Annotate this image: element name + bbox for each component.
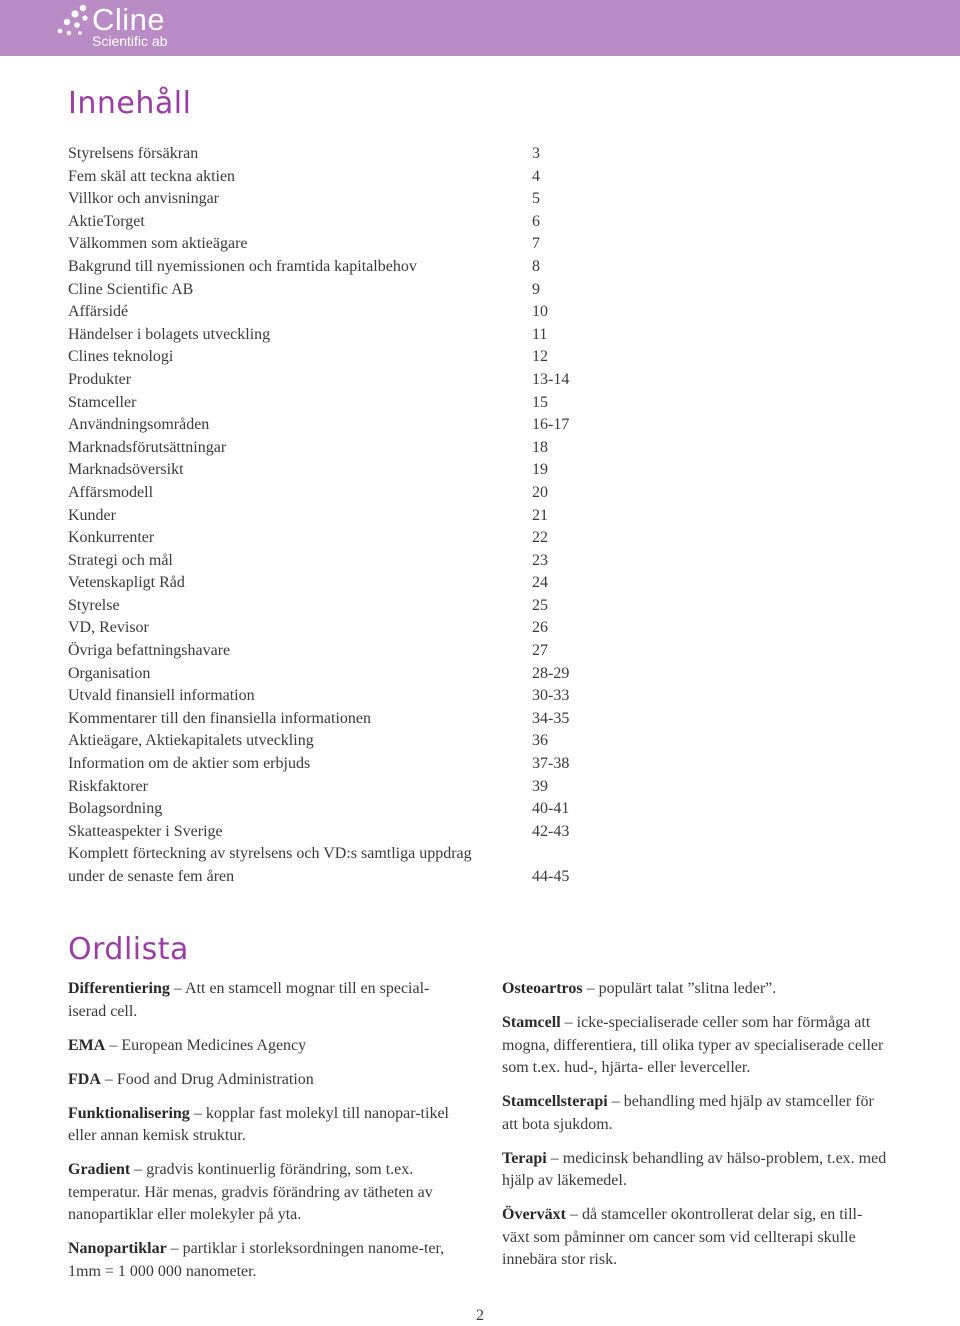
glossary-entry: [68, 1103, 456, 1148]
glossary-left-column: [68, 978, 456, 1295]
toc-title: Information om de aktier som erbjuds: [68, 755, 311, 773]
toc-page-number: 8: [532, 257, 540, 275]
toc-page-number: 39: [532, 777, 548, 795]
toc-page-number: 22: [532, 529, 548, 547]
brand-logo: [56, 2, 196, 54]
toc-page-number: 30-33: [532, 687, 570, 705]
toc-title: Organisation: [68, 664, 151, 682]
toc-row: [68, 640, 588, 663]
glossary-term: Funktionalisering: [68, 1104, 190, 1122]
toc-title: Marknadsförutsättningar: [68, 438, 227, 456]
glossary-definition: – gradvis kontinuerlig förändring, som t.ex. temperatur. Här menas, gradvis förändring av tätheten av nanopartiklar eller molekyler på yta.: [68, 1161, 433, 1223]
glossary-entry: [68, 1035, 456, 1058]
toc-row: [68, 798, 588, 821]
toc-page-number: 28-29: [532, 664, 570, 682]
toc-page-number: 11: [532, 325, 548, 343]
toc-title: Vetenskapligt Råd: [68, 574, 185, 592]
toc-title: Skatteaspekter i Sverige: [68, 822, 223, 840]
toc-title: Komplett förteckning av styrelsens och VD:s samtliga uppdrag under de senaste fem åren: [68, 845, 472, 885]
toc-page-number: 25: [532, 596, 548, 614]
glossary-definition: – populärt talat ”slitna leder”.: [582, 980, 777, 997]
toc-title: Bolagsordning: [68, 800, 163, 818]
toc-row: [68, 617, 588, 640]
toc-row: [68, 505, 588, 528]
toc-page-number: 4: [532, 167, 540, 185]
toc-row: [68, 414, 588, 437]
toc-row: [68, 301, 588, 324]
toc-row: [68, 166, 588, 189]
toc-title: AktieTorget: [68, 212, 145, 230]
toc-row: [68, 730, 588, 753]
glossary-heading: Ordlista: [68, 932, 189, 967]
glossary-entry: [502, 1204, 888, 1272]
glossary-entry: [68, 978, 456, 1023]
toc-title: Strategi och mål: [68, 551, 173, 569]
glossary-definition: – European Medicines Agency: [105, 1036, 307, 1054]
glossary-definition: – Food and Drug Administration: [100, 1070, 314, 1088]
glossary-definition: – medicinsk behandling av hälso-problem, t.ex. med hjälp av läkemedel.: [502, 1149, 887, 1189]
toc-page-number: 44-45: [532, 868, 570, 885]
glossary-definition: – behandling med hjälp av stamceller för att bota sjukdom.: [502, 1093, 874, 1133]
toc-title: Marknadsöversikt: [68, 461, 184, 479]
toc-row: [68, 685, 588, 708]
toc-page-number: 26: [532, 619, 548, 637]
toc-page-number: 13-14: [532, 370, 570, 388]
toc-page-number: 19: [532, 461, 548, 479]
toc-row: [68, 843, 588, 888]
toc-title: Styrelse: [68, 596, 120, 614]
table-of-contents: [68, 143, 588, 889]
toc-title: Affärsmodell: [68, 483, 154, 501]
toc-page-number: 24: [532, 574, 548, 592]
toc-title: Produkter: [68, 370, 132, 388]
toc-row: [68, 482, 588, 505]
toc-title: Stamceller: [68, 393, 137, 411]
toc-page-number: 21: [532, 506, 548, 524]
toc-row: [68, 392, 588, 415]
glossary-term: Överväxt: [502, 1206, 566, 1223]
toc-title: Kunder: [68, 506, 116, 524]
toc-row: [68, 527, 588, 550]
toc-page-number: 23: [532, 551, 548, 569]
toc-title: Villkor och anvisningar: [68, 190, 220, 208]
toc-row: [68, 233, 588, 256]
toc-row: [68, 663, 588, 686]
toc-page-number: 40-41: [532, 800, 570, 818]
toc-title: Kommentarer till den finansiella informationen: [68, 709, 372, 727]
toc-title: Fem skäl att teckna aktien: [68, 167, 236, 185]
toc-title: VD, Revisor: [68, 619, 149, 637]
toc-title: Bakgrund till nyemissionen och framtida kapitalbehov: [68, 257, 417, 275]
glossary-entry: [68, 1159, 456, 1227]
toc-page-number: 18: [532, 438, 548, 456]
toc-page-number: 20: [532, 483, 548, 501]
glossary-definition: – partiklar i storleksordningen nanome-ter, 1mm = 1 000 000 nanometer.: [68, 1240, 445, 1280]
brand-name: Cline: [92, 2, 166, 37]
glossary-entry: [502, 1148, 888, 1193]
toc-row: [68, 211, 588, 234]
toc-title: Händelser i bolagets utveckling: [68, 325, 271, 343]
toc-title: Affärsidé: [68, 303, 129, 321]
glossary-entry: [502, 1012, 888, 1080]
glossary-term: Differentiering: [68, 980, 170, 997]
glossary-definition: – Att en stamcell mognar till en special-iserad cell.: [68, 980, 430, 1020]
glossary-entry: [68, 1069, 456, 1092]
toc-page-number: 10: [532, 303, 548, 321]
toc-title: Aktieägare, Aktiekapitalets utveckling: [68, 732, 314, 750]
toc-row: [68, 279, 588, 302]
page-header: [0, 0, 960, 56]
toc-row: [68, 821, 588, 844]
toc-page-number: 15: [532, 393, 548, 411]
toc-row: [68, 369, 588, 392]
toc-page-number: 7: [532, 235, 540, 253]
toc-heading: Innehåll: [68, 86, 192, 121]
glossary-term: Osteoartros: [502, 980, 583, 997]
toc-title: Styrelsens försäkran: [68, 145, 199, 162]
toc-page-number: 34-35: [532, 709, 570, 727]
glossary-entry: [502, 978, 888, 1001]
toc-page-number: 3: [532, 145, 540, 162]
toc-row: [68, 753, 588, 776]
toc-page-number: 6: [532, 212, 540, 230]
brand-subtitle: Scientific ab: [92, 33, 168, 49]
toc-title: Användningsområden: [68, 416, 210, 434]
toc-row: [68, 143, 588, 166]
glossary-term: EMA: [68, 1036, 106, 1054]
toc-row: [68, 708, 588, 731]
toc-page-number: 42-43: [532, 822, 570, 840]
toc-row: [68, 346, 588, 369]
toc-title: Riskfaktorer: [68, 777, 148, 795]
toc-title: Clines teknologi: [68, 348, 174, 366]
toc-page-number: 9: [532, 280, 540, 298]
toc-page-number: 5: [532, 190, 540, 208]
glossary-entry: [68, 1238, 456, 1283]
glossary-definition: – icke-specialiserade celler som har förmåga att mogna, differentiera, till olika typer av specialiserade celler som t.ex. hud-, hjärta- eller leverceller.: [502, 1014, 884, 1076]
toc-title: Övriga befattningshavare: [68, 642, 231, 660]
toc-page-number: 12: [532, 348, 548, 366]
page-number: 2: [476, 1307, 484, 1324]
toc-page-number: 16-17: [532, 416, 570, 434]
glossary-term: Nanopartiklar: [68, 1240, 167, 1257]
toc-row: [68, 437, 588, 460]
glossary-definition: – då stamceller okontrollerat delar sig, en till-växt som påminner om cancer som vid cellterapi skulle innebära stor risk.: [502, 1206, 863, 1268]
dots-icon: [56, 2, 92, 54]
glossary-right-column: [502, 978, 888, 1283]
toc-page-number: 36: [532, 732, 548, 750]
toc-title: Cline Scientific AB: [68, 280, 194, 298]
glossary-definition: – kopplar fast molekyl till nanopar-tikel eller annan kemisk struktur.: [68, 1104, 449, 1144]
toc-title: Välkommen som aktieägare: [68, 235, 248, 253]
toc-row: [68, 324, 588, 347]
glossary-entry: [502, 1091, 888, 1136]
toc-page-number: 37-38: [532, 755, 570, 773]
toc-row: [68, 776, 588, 799]
toc-row: [68, 550, 588, 573]
toc-title: Konkurrenter: [68, 529, 155, 547]
toc-row: [68, 572, 588, 595]
glossary-term: Stamcellsterapi: [502, 1093, 608, 1110]
glossary-term: FDA: [68, 1070, 101, 1088]
toc-title: Utvald finansiell information: [68, 687, 255, 705]
toc-row: [68, 256, 588, 279]
toc-row: [68, 459, 588, 482]
toc-row: [68, 595, 588, 618]
glossary-term: Stamcell: [502, 1014, 561, 1031]
toc-page-number: 27: [532, 642, 548, 660]
glossary-term: Gradient: [68, 1161, 131, 1178]
glossary-term: Terapi: [502, 1149, 547, 1167]
toc-row: [68, 188, 588, 211]
